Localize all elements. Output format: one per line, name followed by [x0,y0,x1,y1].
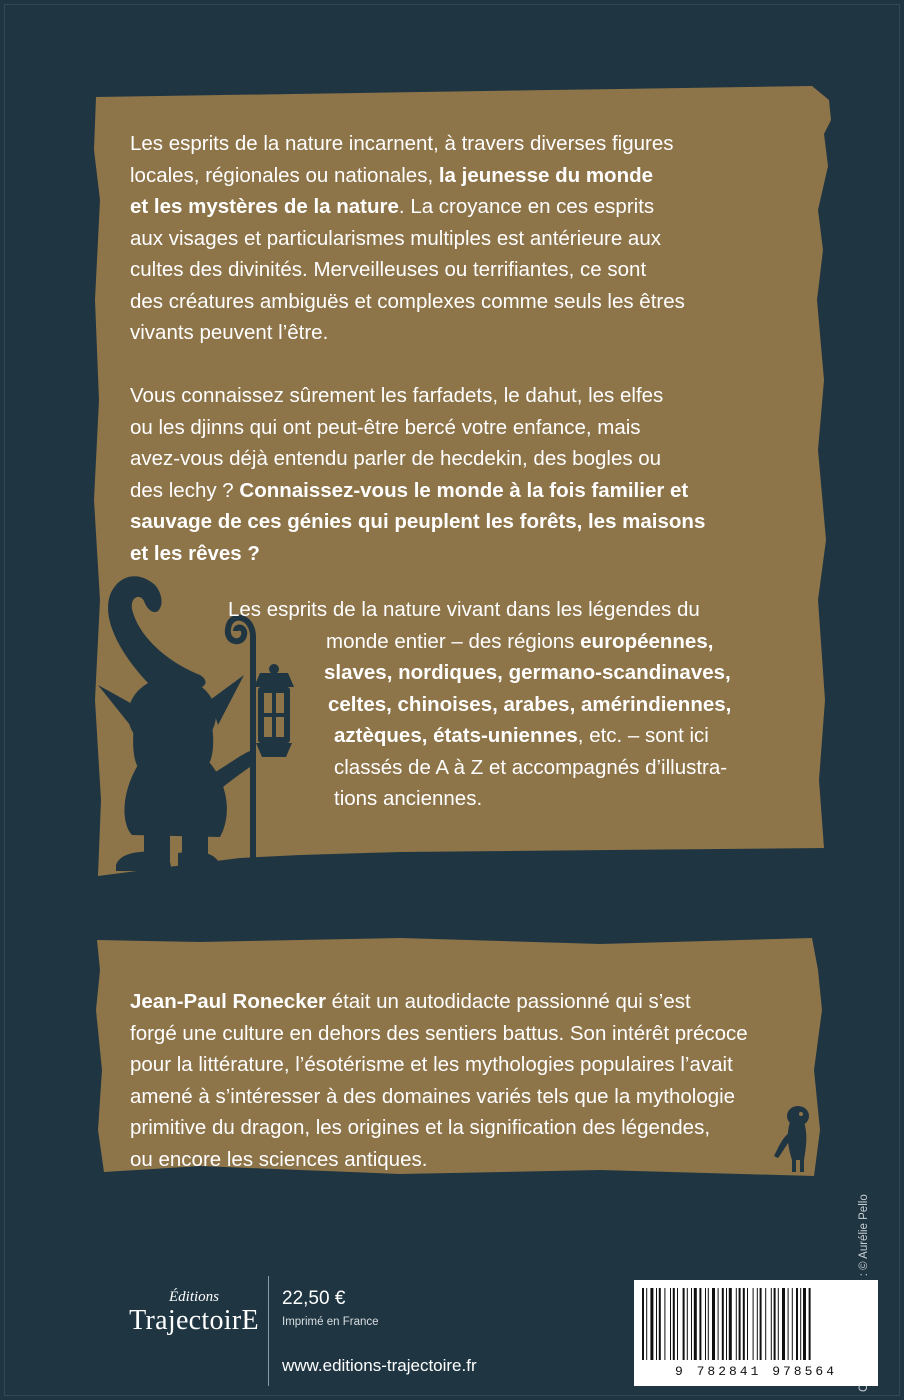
text-line: tions anciennes. [334,787,483,810]
barcode-bar [803,1288,806,1360]
text-line: Les esprits de la nature vivant dans les légendes du [228,598,700,621]
barcode-bar [739,1288,741,1360]
barcode-bars [642,1288,870,1362]
text-line: et les mystères de la nature. La croyance en ces esprits [130,195,655,218]
barcode-bar [800,1288,801,1360]
barcode-bar [718,1288,719,1360]
barcode-bar [774,1288,776,1360]
text-line: cultes des divinités. Merveilleuses ou terrifiantes, ce sont [130,258,647,281]
text-line: amené à s’intéresser à des domaines variés tels que la mythologie [130,1084,736,1108]
text-line: aztèques, états-uniennes, etc. – sont ici [334,724,709,747]
barcode-bar [670,1288,671,1360]
barcode-bar [691,1288,692,1360]
text-line: ou les djinns qui ont peut-être bercé votre enfance, mais [130,415,641,439]
barcode-bar [782,1288,785,1360]
text-line: classés de A à Z et accompagnés d’illustra- [334,755,728,779]
barcode-bar [757,1288,758,1360]
text-line: primitive du dragon, les origines et la signification des légendes, [130,1116,711,1139]
barcode-bar [726,1288,727,1360]
barcode-bar [760,1288,762,1360]
barcode-bar [753,1288,754,1360]
author-name: Jean-Paul Ronecker [130,990,326,1013]
publisher-label: Éditions [168,1289,219,1305]
barcode-bar [708,1288,709,1360]
text-line: et les rêves ? [130,541,260,565]
summary-paragraph-2 [130,380,783,569]
publisher-logo [126,1288,262,1336]
text-line: vivants peuvent l’être. [130,321,329,344]
text-line: avez-vous déjà entendu parler de hecdekin, des bogles ou [130,447,662,470]
text-line: forgé une culture en dehors des sentiers battus. Son intérêt précoce [130,1021,748,1045]
barcode-bar [694,1288,697,1360]
text-line: Vous connaissez sûrement les farfadets, le dahut, les elfes [130,384,664,407]
barcode-bar [809,1288,811,1360]
text-line: des créatures ambiguës et complexes comme seuls les êtres [130,289,685,313]
barcode-bar [642,1288,644,1360]
publisher-website: www.editions-trajectoire.fr [282,1356,477,1375]
footer-divider [268,1276,269,1386]
barcode-bar [705,1288,706,1360]
barcode-bar [722,1288,724,1360]
text-line: Jean-Paul Ronecker était un autodidacte passionné qui s’est [130,990,691,1013]
barcode-bar [788,1288,789,1360]
barcode-bar [771,1288,772,1360]
text-line: Les esprits de la nature incarnent, à travers diverses figures [130,132,674,155]
barcode-bar [656,1288,657,1360]
text-line: locales, régionales ou nationales, la jeunesse du monde [130,163,654,187]
publisher-name: TrajectoirE [129,1305,259,1336]
text-line: pour la littérature, l’ésotérisme et les mythologies populaires l’avait [130,1053,733,1076]
text-line: monde entier – des régions européennes, [326,629,714,653]
barcode-bar [736,1288,737,1360]
barcode-bar [699,1288,701,1360]
barcode-bar [664,1288,665,1360]
barcode-bar [765,1288,766,1360]
summary-paragraph-3 [228,594,788,815]
barcode-bar [729,1288,732,1360]
printed-in: Imprimé en France [282,1316,379,1328]
text-line: ou encore les sciences antiques. [130,1147,428,1171]
barcode-bar [778,1288,779,1360]
barcode-bar [650,1288,653,1360]
text-line: aux visages et particularismes multiples est antérieure aux [130,226,661,250]
barcode-bar [683,1288,685,1360]
text-line: celtes, chinoises, arabes, amérindiennes, [328,692,732,716]
isbn-number: 9 782841 978564 [674,1364,838,1379]
isbn-barcode [634,1280,878,1386]
text-line: slaves, nordiques, germano-scandinaves, [324,661,731,684]
barcode-bar [659,1288,661,1360]
barcode-bar [743,1288,745,1360]
text-line: des lechy ? Connaissez-vous le monde à la fois familier et [130,478,689,502]
barcode-bar [687,1288,688,1360]
barcode-bar [796,1288,798,1360]
barcode-bar [646,1288,647,1360]
barcode-bar [792,1288,793,1360]
author-bio [130,986,820,1175]
barcode-bar [712,1288,715,1360]
price: 22,50 € [282,1288,346,1309]
barcode-bar [673,1288,675,1360]
summary-paragraph-1 [130,128,783,349]
text-line: sauvage de ces génies qui peuplent les forêts, les maisons [130,510,706,533]
barcode-bar [677,1288,678,1360]
barcode-bar [747,1288,748,1360]
